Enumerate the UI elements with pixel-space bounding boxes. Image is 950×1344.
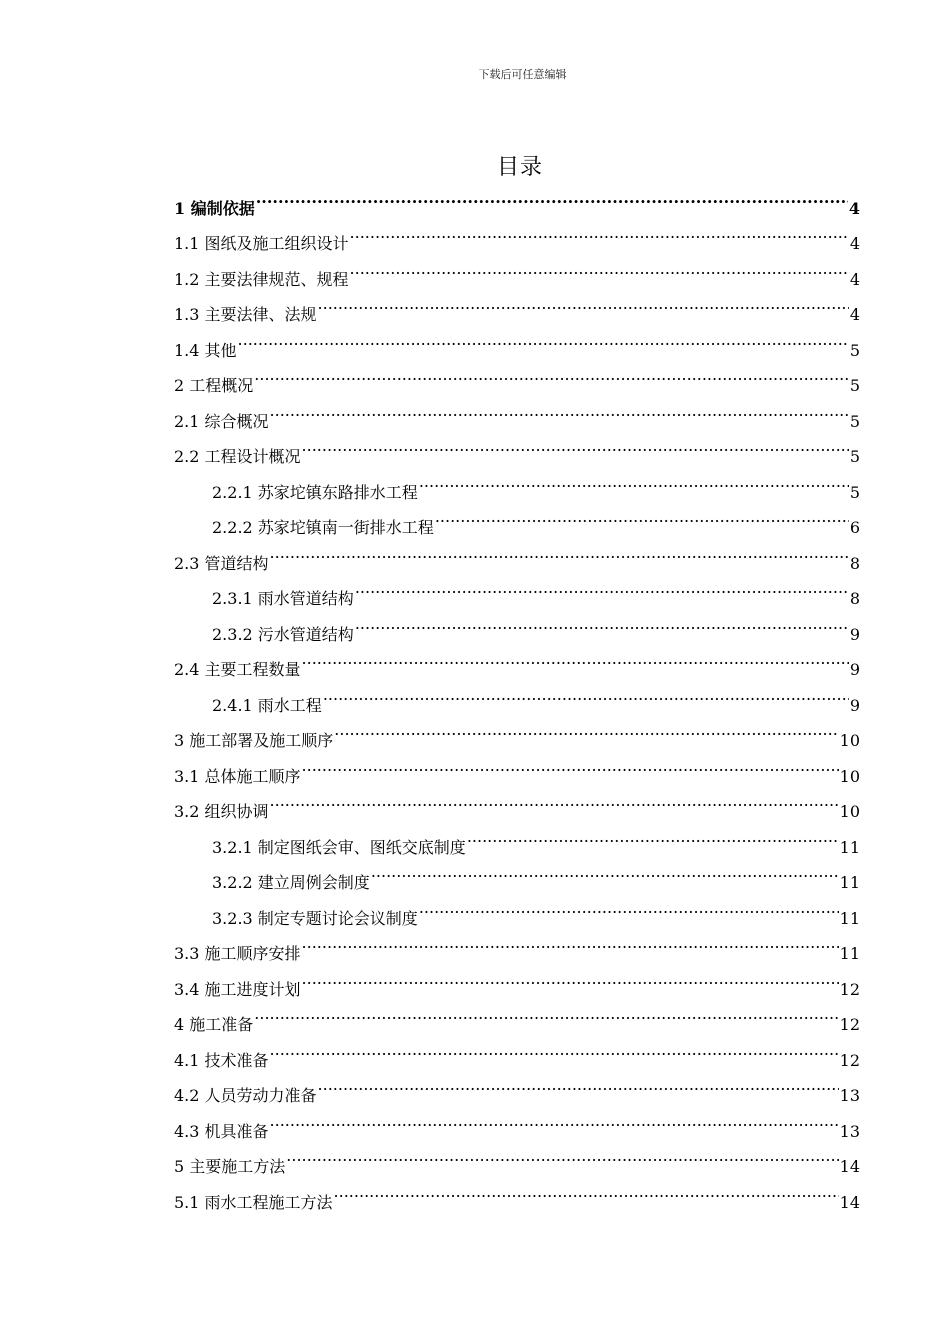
toc-dot-leader <box>467 817 839 853</box>
toc-entry-page-number: 12 <box>839 1015 860 1034</box>
toc-entry-label: 3.2 组织协调 <box>174 802 269 821</box>
toc-entry-label: 2.2.2 苏家坨镇南一街排水工程 <box>212 518 434 537</box>
toc-entry-page-number: 8 <box>849 589 860 608</box>
toc-entry[interactable] <box>174 1066 860 1105</box>
toc-entry-page-number: 5 <box>849 376 860 395</box>
toc-entry[interactable] <box>174 320 860 360</box>
toc-entry-page-number: 13 <box>839 1086 860 1105</box>
toc-dot-leader <box>355 604 849 640</box>
toc-dot-leader <box>334 1172 839 1208</box>
toc-entry-label: 4.3 机具准备 <box>174 1121 269 1141</box>
toc-entry[interactable] <box>174 427 860 466</box>
toc-dot-leader <box>254 356 849 392</box>
toc-entry[interactable] <box>174 817 860 857</box>
toc-entry-label: 4 施工准备 <box>174 1015 254 1034</box>
toc-entry-page-number: 12 <box>839 1050 860 1070</box>
toc-dot-leader <box>350 214 849 250</box>
toc-dot-leader <box>419 888 839 924</box>
toc-entry-page-number: 11 <box>839 908 860 928</box>
toc-entry[interactable] <box>174 1101 860 1141</box>
toc-dot-leader <box>270 533 849 569</box>
toc-dot-leader <box>350 249 849 285</box>
toc-entry-label: 2.4 主要工程数量 <box>174 660 301 679</box>
toc-entry-label: 3.1 总体施工顺序 <box>174 766 301 786</box>
toc-list <box>174 178 860 1212</box>
toc-dot-leader <box>270 1030 839 1066</box>
toc-entry-label: 1.2 主要法律规范、规程 <box>174 269 349 289</box>
toc-dot-leader <box>334 711 838 747</box>
toc-entry-label: 2.2 工程设计概况 <box>174 447 301 466</box>
toc-entry[interactable] <box>174 1030 860 1070</box>
toc-dot-leader <box>318 285 849 321</box>
toc-entry[interactable] <box>174 356 860 395</box>
toc-entry-page-number: 4 <box>849 234 860 253</box>
toc-entry-label: 3 施工部署及施工顺序 <box>174 731 334 750</box>
toc-entry-page-number: 4 <box>849 305 860 324</box>
toc-entry-label: 2.2.1 苏家坨镇东路排水工程 <box>212 482 418 502</box>
toc-entry-label: 2.3 管道结构 <box>174 553 269 573</box>
toc-dot-leader <box>355 569 849 605</box>
toc-entry-label: 1 编制依据 <box>174 198 255 218</box>
toc-entry[interactable] <box>174 178 860 218</box>
toc-entry-page-number: 10 <box>839 802 860 821</box>
toc-dot-leader <box>254 995 838 1031</box>
toc-entry-page-number: 5 <box>849 482 860 502</box>
toc-dot-leader <box>270 1101 839 1137</box>
toc-entry-label: 4.1 技术准备 <box>174 1050 269 1070</box>
toc-dot-leader <box>256 178 848 214</box>
toc-entry-page-number: 4 <box>849 269 860 289</box>
toc-entry-page-number: 4 <box>848 198 860 218</box>
toc-entry-label: 1.3 主要法律、法规 <box>174 305 317 324</box>
toc-entry-page-number: 12 <box>839 979 860 999</box>
toc-entry[interactable] <box>174 533 860 573</box>
toc-entry-label: 3.2.1 制定图纸会审、图纸交底制度 <box>212 837 466 857</box>
toc-dot-leader <box>435 498 849 534</box>
toc-entry-page-number: 9 <box>849 660 860 679</box>
toc-entry-page-number: 11 <box>839 873 860 892</box>
toc-entry[interactable] <box>174 391 860 431</box>
toc-entry-label: 5 主要施工方法 <box>174 1157 286 1176</box>
toc-dot-leader <box>238 320 849 356</box>
toc-entry-page-number: 10 <box>839 766 860 786</box>
toc-dot-leader <box>302 427 849 463</box>
toc-dot-leader <box>302 959 839 995</box>
toc-entry-label: 3.4 施工进度计划 <box>174 979 301 999</box>
toc-entry-label: 2.3.1 雨水管道结构 <box>212 589 354 608</box>
toc-entry-page-number: 11 <box>839 944 860 963</box>
header-note: 下载后可任意编辑 <box>478 68 567 81</box>
toc-entry[interactable] <box>174 782 860 821</box>
toc-dot-leader <box>419 462 849 498</box>
toc-entry-label: 2.3.2 污水管道结构 <box>212 624 354 644</box>
toc-entry-page-number: 6 <box>849 518 860 537</box>
toc-dot-leader <box>302 746 839 782</box>
toc-entry-label: 1.4 其他 <box>174 340 237 360</box>
toc-entry-page-number: 8 <box>849 553 860 573</box>
toc-entry-page-number: 5 <box>849 340 860 360</box>
toc-entry-page-number: 10 <box>839 731 860 750</box>
toc-entry-label: 2 工程概况 <box>174 376 254 395</box>
toc-entry-label: 2.4.1 雨水工程 <box>212 695 322 715</box>
toc-entry-page-number: 5 <box>849 447 860 466</box>
toc-entry-page-number: 14 <box>839 1157 860 1176</box>
toc-title: 目录 <box>496 155 543 180</box>
toc-dot-leader <box>286 1137 838 1173</box>
toc-entry-page-number: 9 <box>849 624 860 644</box>
toc-dot-leader <box>323 675 849 711</box>
toc-entry-label: 3.3 施工顺序安排 <box>174 944 301 963</box>
toc-entry-label: 4.2 人员劳动力准备 <box>174 1086 317 1105</box>
toc-dot-leader <box>302 640 849 676</box>
toc-entry-label: 3.2.3 制定专题讨论会议制度 <box>212 908 418 928</box>
toc-entry-page-number: 11 <box>839 837 860 857</box>
toc-entry-page-number: 14 <box>839 1192 860 1212</box>
toc-dot-leader <box>302 924 839 960</box>
toc-dot-leader <box>371 853 839 889</box>
toc-entry-label: 5.1 雨水工程施工方法 <box>174 1192 333 1212</box>
toc-entry-label: 1.1 图纸及施工组织设计 <box>174 234 349 253</box>
toc-entry-page-number: 13 <box>839 1121 860 1141</box>
toc-entry[interactable] <box>174 995 860 1034</box>
toc-entry-label: 3.2.2 建立周例会制度 <box>212 873 370 892</box>
toc-entry[interactable] <box>174 1137 860 1176</box>
toc-entry[interactable] <box>174 214 860 253</box>
toc-dot-leader <box>270 391 849 427</box>
toc-entry-page-number: 5 <box>849 411 860 431</box>
toc-dot-leader <box>270 782 839 818</box>
toc-dot-leader <box>318 1066 839 1102</box>
toc-entry-page-number: 9 <box>849 695 860 715</box>
toc-entry[interactable] <box>174 569 860 608</box>
toc-entry-label: 2.1 综合概况 <box>174 411 269 431</box>
